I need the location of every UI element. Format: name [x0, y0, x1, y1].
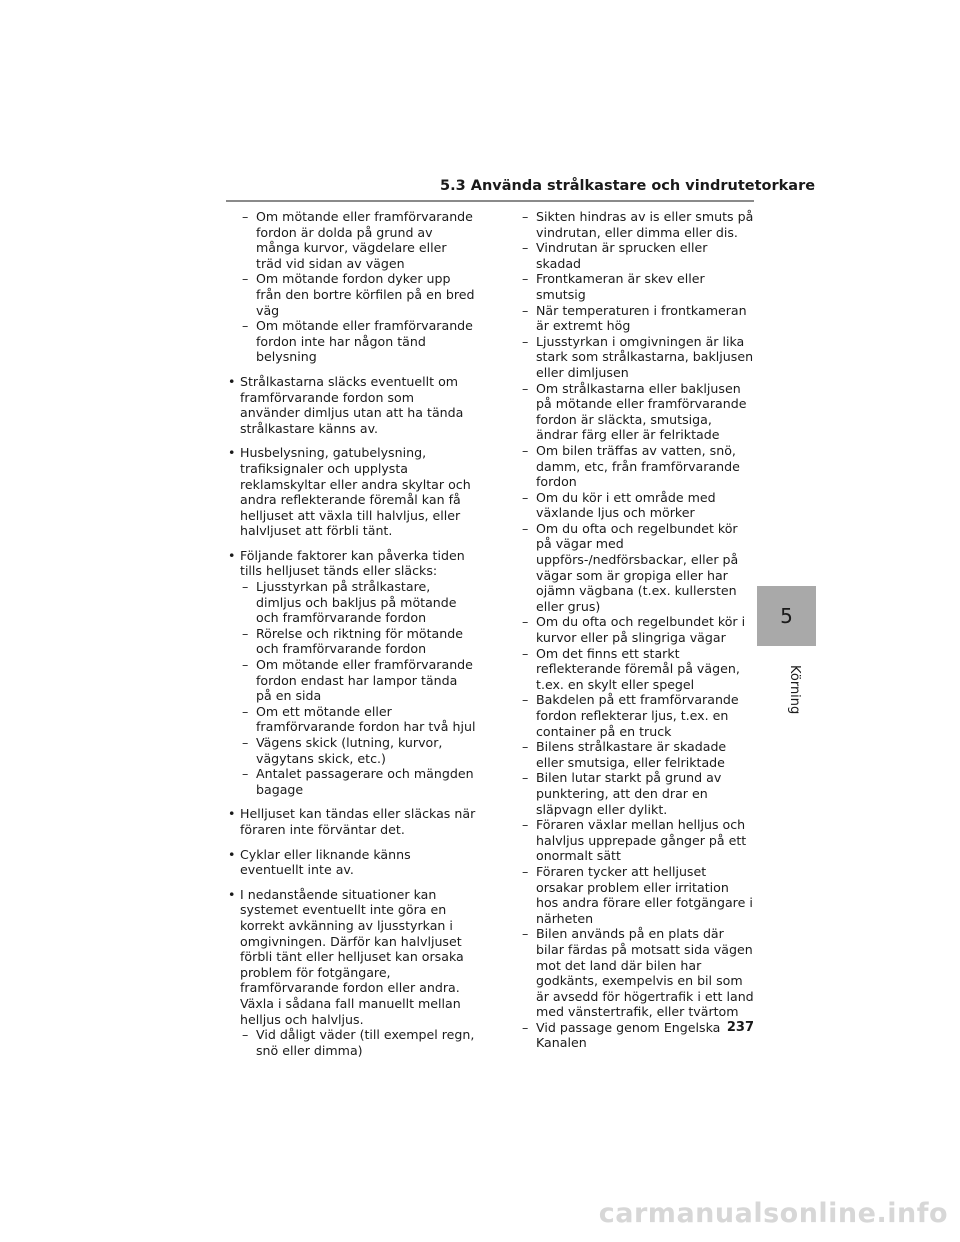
sub-dash-list [242, 1027, 476, 1058]
list-item: – Om strålkastarna eller bakljusen på mötande eller framförvarande fordon är släckta, smutsiga, ändrar färg eller är felriktade [522, 381, 754, 443]
bullet-item [226, 445, 476, 539]
right-column [522, 209, 754, 1051]
bullet-text: • Helljuset kan tändas eller släckas när föraren inte förväntar det. [240, 806, 476, 837]
bullet-item [226, 887, 476, 1059]
list-item: – Rörelse och riktning för mötande och framförvarande fordon [242, 626, 476, 657]
list-item: – Sikten hindras av is eller smuts på vindrutan, eller dimma eller dis. [522, 209, 754, 240]
list-item: – Ljusstyrkan på strålkastare, dimljus och bakljus på mötande och framförvarande fordon [242, 579, 476, 626]
list-item: – Bilens strålkastare är skadade eller smutsiga, eller felriktade [522, 739, 754, 770]
bullet-text: • Husbelysning, gatubelysning, trafiksignaler och upplysta reklamskyltar eller andra skyltar och andra reflekterande föremål kan få helljuset att växla till halvljus, eller halvljuset att förbli tänt. [240, 445, 471, 539]
bullet-text: • Följande faktorer kan påverka tiden tills helljuset tänds eller släcks: [240, 547, 465, 579]
bullet-item [226, 806, 476, 837]
left-column [226, 209, 476, 1067]
bullet-text: • I nedanstående situationer kan systemet eventuellt inte göra en korrekt avkänning av ljusstyrkan i omgivningen. Därför kan halvljuset förbli tänt eller helljuset kan orsaka problem för fotgängare, framförvarande fordon eller andra. Växla i sådana fall manuellt mellan helljus och halvljus. [240, 886, 464, 1027]
list-item: – Om mötande eller framförvarande fordon endast har lampor tända på en sida [242, 657, 476, 704]
chapter-label: Körning [787, 665, 802, 715]
list-item: – Antalet passagerare och mängden bagage [242, 766, 476, 797]
list-item: – Föraren tycker att helljuset orsakar problem eller irritation hos andra förare eller fotgängare i närheten [522, 864, 754, 926]
list-item: – Om mötande fordon dyker upp från den bortre körfilen på en bred väg [242, 271, 476, 318]
list-item: – Vid passage genom Engelska Kanalen [522, 1020, 754, 1051]
list-item: – Om mötande eller framförvarande fordon inte har någon tänd belysning [242, 318, 476, 365]
bullet-item [226, 847, 476, 878]
list-item: – Om mötande eller framförvarande fordon är dolda på grund av många kurvor, vägdelare eller träd vid sidan av vägen [242, 209, 476, 271]
watermark: carmanualsonline.info [598, 1198, 948, 1229]
list-item: – Bilen används på en plats där bilar färdas på motsatt sida vägen mot det land där bilen har godkänts, exempelvis en bil som är avsedd för högertrafik i ett land med vänstertrafik, eller tvärtom [522, 926, 754, 1020]
section-title: 5.3 Använda strålkastare och vindrutetorkare [440, 178, 816, 194]
bullet-text: • Cyklar eller liknande känns eventuellt inte av. [240, 846, 411, 878]
list-item: – Om du kör i ett område med växlande ljus och mörker [522, 490, 754, 521]
chapter-tab [757, 586, 816, 646]
bullet-item [226, 548, 476, 798]
list-item: – Om det finns ett starkt reflekterande föremål på vägen, t.ex. en skylt eller spegel [522, 646, 754, 693]
list-item: – Ljusstyrkan i omgivningen är lika stark som strålkastarna, bakljusen eller dimljusen [522, 334, 754, 381]
list-item: – Vägens skick (lutning, kurvor, vägytans skick, etc.) [242, 735, 476, 766]
header-divider [226, 200, 754, 202]
list-item: – Bakdelen på ett framförvarande fordon reflekterar ljus, t.ex. en container på en truck [522, 692, 754, 739]
lead-dash-list [226, 209, 476, 365]
list-item: – Vindrutan är sprucken eller skadad [522, 240, 754, 271]
list-item: – När temperaturen i frontkameran är extremt hög [522, 303, 754, 334]
right-dash-list [522, 209, 754, 1051]
list-item: – Om bilen träffas av vatten, snö, damm, etc, från framförvarande fordon [522, 443, 754, 490]
list-item: – Om du ofta och regelbundet kör i kurvor eller på slingriga vägar [522, 614, 754, 645]
list-item: – Föraren växlar mellan helljus och halvljus upprepade gånger på ett onormalt sätt [522, 817, 754, 864]
sub-dash-list [242, 579, 476, 797]
bullet-item [226, 374, 476, 436]
chapter-number: 5 [780, 604, 793, 628]
list-item: – Frontkameran är skev eller smutsig [522, 271, 754, 302]
list-item: – Om du ofta och regelbundet kör på vägar med uppförs-/nedförsbackar, eller på vägar som är gropiga eller har ojämn vägbana (t.ex. kullersten eller grus) [522, 521, 754, 615]
page-number: 237 [726, 1020, 754, 1035]
list-item: – Bilen lutar starkt på grund av punktering, att den drar en släpvagn eller dylikt. [522, 770, 754, 817]
list-item: – Vid dåligt väder (till exempel regn, snö eller dimma) [242, 1027, 476, 1058]
list-item: – Om ett mötande eller framförvarande fordon har två hjul [242, 704, 476, 735]
bullet-text: • Strålkastarna släcks eventuellt om framförvarande fordon som använder dimljus utan att ha tända strålkastare känns av. [240, 373, 464, 436]
